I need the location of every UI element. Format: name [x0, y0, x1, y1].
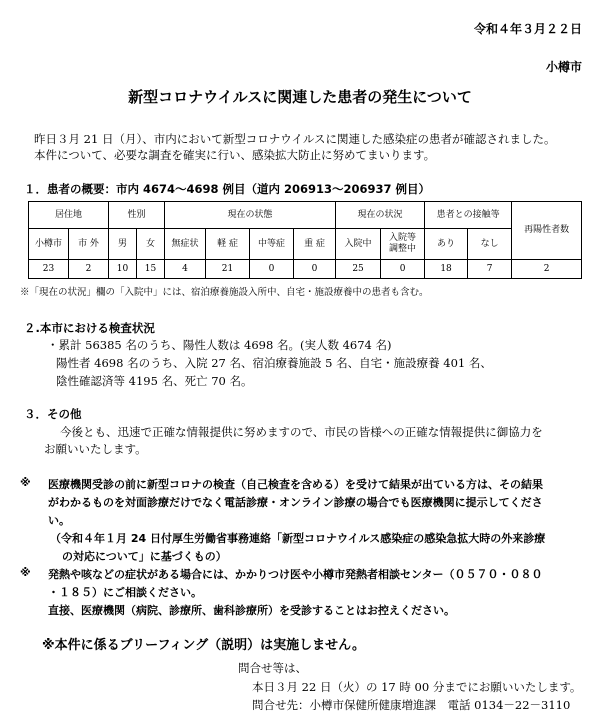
subheader-contact-no: なし — [468, 229, 512, 260]
value-severe: 0 — [294, 260, 336, 279]
notice1-line-4: （令和４年１月 24 日付厚生労働省事務連絡「新型コロナウイルス感染症の感染急拡大時の外来診療 — [50, 532, 546, 545]
value-asymptomatic: 4 — [165, 260, 206, 279]
notice2-line-3: 直接、医療機関（病院、診療所、歯科診療所）を受診することはお控えください。 — [48, 604, 455, 617]
value-mild: 21 — [206, 260, 250, 279]
value-otaru: 23 — [29, 260, 69, 279]
notice1-line-5: の対応について」に基づくもの） — [62, 550, 227, 563]
intro-line-2: 本件について、必要な調査を確実に行い、感染拡大防止に努めてまいります。 — [34, 148, 436, 162]
contact-info: 問合せ先：小樽市保健所健康増進課 電話 0134－22－3110 — [252, 698, 571, 712]
header-residence: 居住地 — [29, 202, 109, 229]
section3-line-1: 今後とも、迅速で正確な情報提供に努めますので、市民の皆様への正確な情報提供に御協力を — [60, 425, 543, 439]
value-male: 10 — [109, 260, 137, 279]
subheader-male: 男 — [109, 229, 137, 260]
subheader-asymptomatic: 無症状 — [165, 229, 206, 260]
section2-line-3: 陰性確認済等 4195 名、死亡 70 名。 — [56, 374, 253, 388]
subheader-otaru: 小樽市 — [29, 229, 69, 260]
section3-line-2: お願いいたします。 — [44, 442, 147, 456]
section2-line-1: ・累計 56385 名のうち、陽性人数は 4698 名。(実人数 4674 名) — [47, 338, 392, 352]
notice2-line-2: ・１８５）にご相談ください。 — [48, 586, 202, 599]
subheader-mild: 軽 症 — [206, 229, 250, 260]
subheader-outside: 市 外 — [69, 229, 109, 260]
section1-heading: １．患者の概要：市内 4674～4698 例目（道内 206913～206937 例目） — [24, 182, 431, 196]
contact-intro: 問合せ等は、 — [238, 661, 307, 675]
subheader-awaiting — [381, 229, 425, 260]
value-female: 15 — [137, 260, 165, 279]
header-sex: 性別 — [109, 202, 165, 229]
value-moderate: 0 — [250, 260, 294, 279]
subheader-contact-yes: あり — [425, 229, 468, 260]
section2-heading: ２.本市における検査状況 — [24, 321, 155, 335]
notice2-mark: ※ — [20, 566, 31, 579]
value-outside: 2 — [69, 260, 109, 279]
value-awaiting: 0 — [381, 260, 425, 279]
notice1-mark: ※ — [20, 476, 31, 489]
header-contact: 患者との接触等 — [425, 202, 512, 229]
contact-deadline: 本日３月 22 日（火）の 17 時 00 分までにお願いいたします。 — [252, 680, 582, 694]
header-repositive: 再陽性者数 — [512, 202, 582, 260]
subheader-awaiting-line2: 調整中 — [389, 244, 417, 254]
intro-line-1: 昨日３月 21 日（月）、市内において新型コロナウイルスに関連した感染症の患者が確認されました。 — [34, 132, 556, 146]
notice1-line-2: がわかるものを対面診療だけでなく電話診療・オンライン診療の場合でも医療機関に提示してくださ — [48, 496, 543, 509]
section3-heading: ３．その他 — [24, 407, 82, 421]
header-status: 現在の状況 — [336, 202, 425, 229]
section2-line-2: 陽性者 4698 名のうち、入院 27 名、宿泊療養施設 5 名、自宅・施設療養 401 名、 — [56, 356, 492, 370]
issuer-name: 小樽市 — [545, 60, 582, 74]
subheader-hospitalized: 入院中 — [336, 229, 381, 260]
header-condition: 現在の状態 — [165, 202, 336, 229]
subheader-awaiting-line1: 入院等 — [389, 233, 417, 243]
subheader-severe: 重 症 — [294, 229, 336, 260]
briefing-notice: ※本件に係るブリーフィング（説明）は実施しません。 — [42, 638, 365, 653]
value-contact-no: 7 — [468, 260, 512, 279]
subheader-moderate: 中等症 — [250, 229, 294, 260]
table-note: ※「現在の状況」欄の「入院中」には、宿泊療養施設入所中、自宅・施設療養中の患者も含む。 — [20, 287, 429, 298]
value-hospitalized: 25 — [336, 260, 381, 279]
patient-summary-table — [28, 201, 582, 279]
notice1-line-3: い。 — [48, 514, 70, 527]
notice1-line-1: 医療機関受診の前に新型コロナの検査（自己検査を含める）を受けて結果が出ている方は、その結果 — [48, 478, 543, 491]
notice2-line-1: 発熱や咳などの症状がある場合には、かかりつけ医や小樽市発熱者相談センター（０５７０・０８０ — [48, 568, 543, 581]
document-date: 令和４年３月２２日 — [473, 22, 582, 36]
subheader-female: 女 — [137, 229, 165, 260]
value-repositive: 2 — [512, 260, 582, 279]
page-title: 新型コロナウイルスに関連した患者の発生について — [128, 88, 472, 106]
value-contact-yes: 18 — [425, 260, 468, 279]
